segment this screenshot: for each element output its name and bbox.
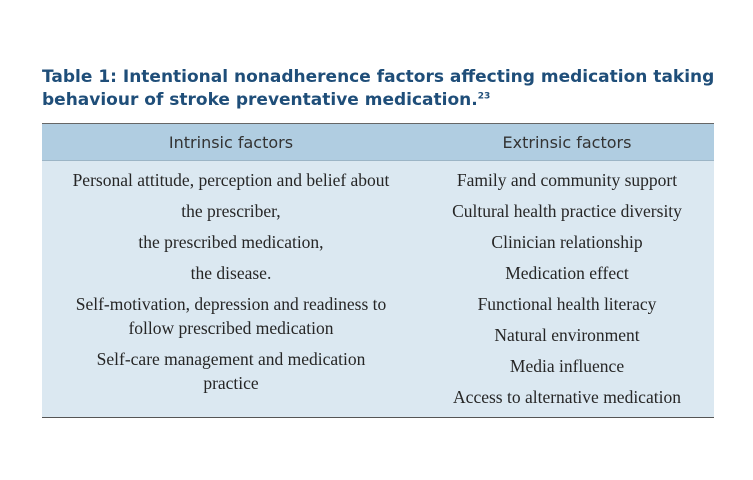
extrinsic-factor: Access to alternative medication — [453, 387, 681, 407]
table-body — [42, 161, 714, 417]
header-extrinsic-factors: Extrinsic factors — [502, 132, 632, 152]
factors-table — [42, 123, 714, 418]
intrinsic-factors-column — [42, 168, 420, 409]
intrinsic-factor: Personal attitude, perception and belief about — [72, 170, 390, 190]
table-caption — [42, 66, 722, 112]
extrinsic-factors-column — [420, 168, 714, 409]
intrinsic-factor: the prescriber, — [181, 201, 281, 221]
intrinsic-factor: the prescribed medication, — [138, 232, 324, 252]
extrinsic-factor: Family and community support — [456, 170, 678, 190]
extrinsic-factor: Functional health literacy — [477, 294, 657, 314]
intrinsic-factor: Self-motivation, depression and readiness to follow prescribed medication — [75, 294, 387, 338]
caption-reference: 23 — [477, 91, 491, 102]
extrinsic-factor: Natural environment — [494, 325, 640, 345]
extrinsic-factor: Cultural health practice diversity — [452, 201, 682, 221]
extrinsic-factor: Medication effect — [505, 263, 629, 283]
intrinsic-factor: Self-care management and medication practice — [96, 349, 366, 393]
header-intrinsic-factors: Intrinsic factors — [168, 132, 294, 152]
caption-text: Table 1: Intentional nonadherence factors affecting medication taking behaviour of stroke preventative medication. — [42, 67, 715, 110]
extrinsic-factor: Media influence — [509, 356, 625, 376]
table-header-row — [42, 124, 714, 161]
extrinsic-factor: Clinician relationship — [491, 232, 643, 252]
intrinsic-factor: the disease. — [190, 263, 272, 283]
